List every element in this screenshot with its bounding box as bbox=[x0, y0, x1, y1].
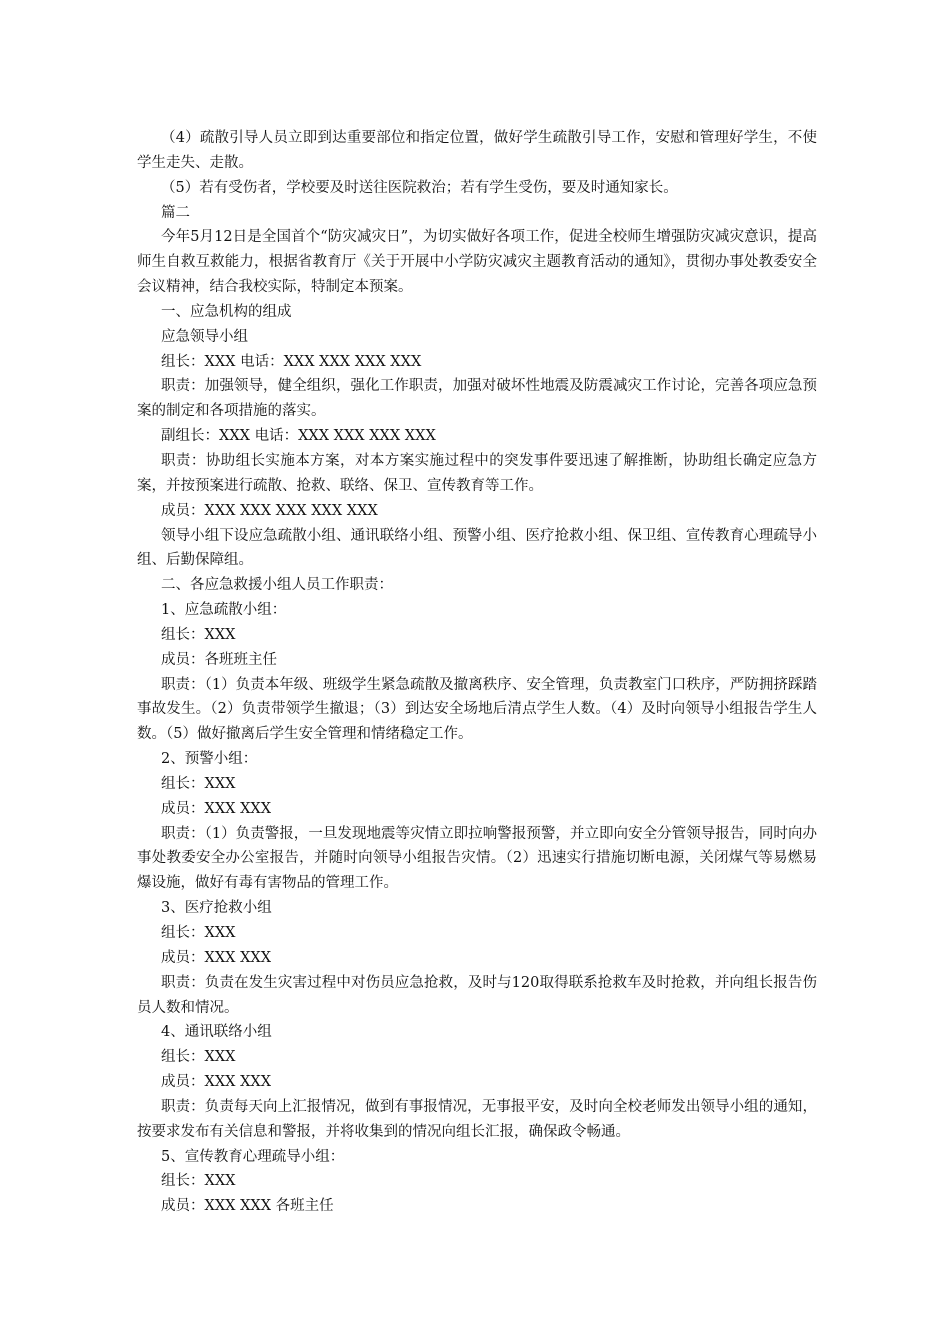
paragraph: 职责：（1）负责本年级、班级学生紧急疏散及撤离秩序、安全管理，负责教室门口秩序，严防拥挤踩踏事故发生。（2）负责带领学生撤退；（3）到达安全场地后清点学生人数。（4）及时向领导小组报告学生人数。（5）做好撤离后学生安全管理和情绪稳定工作。 bbox=[137, 676, 817, 743]
paragraph: 应急领导小组 bbox=[161, 328, 248, 345]
paragraph: 职责：加强领导，健全组织，强化工作职责，加强对破坏性地震及防震减灾工作讨论，完善各项应急预案的制定和各项措施的落实。 bbox=[137, 378, 817, 420]
paragraph: 成员：XXX XXX bbox=[161, 1074, 272, 1091]
paragraph: 1、应急疏散小组： bbox=[161, 602, 287, 619]
document-body bbox=[137, 126, 817, 1219]
paragraph: 职责：负责在发生灾害过程中对伤员应急抢救，及时与120取得联系抢救车及时抢救，并向组长报告伤员人数和情况。 bbox=[137, 974, 817, 1016]
paragraph: 职责：协助组长实施本方案，对本方案实施过程中的突发事件要迅速了解推断，协助组长确定应急方案，并按预案进行疏散、抢救、联络、保卫、宣传教育等工作。 bbox=[137, 452, 817, 494]
paragraph: 组长：XXX bbox=[161, 925, 236, 941]
paragraph: （4）疏散引导人员立即到达重要部位和指定位置，做好学生疏散引导工作，安慰和管理好学生，不使学生走失、走散。 bbox=[137, 130, 817, 171]
paragraph: 4、通讯联络小组 bbox=[161, 1024, 272, 1041]
section-heading: 篇二 bbox=[161, 204, 190, 221]
paragraph: 副组长：XXX 电话：XXX XXX XXX XXX bbox=[161, 428, 436, 445]
paragraph: 3、医疗抢救小组 bbox=[161, 900, 272, 917]
section-heading: 一、应急机构的组成 bbox=[161, 303, 292, 320]
paragraph: 领导小组下设应急疏散小组、通讯联络小组、预警小组、医疗抢救小组、保卫组、宣传教育心理疏导小组、后勤保障组。 bbox=[137, 527, 817, 569]
paragraph: 组长：XXX bbox=[161, 1049, 236, 1066]
paragraph: 5、宣传教育心理疏导小组： bbox=[161, 1148, 345, 1165]
paragraph: （5）若有受伤者，学校要及时送往医院救治；若有学生受伤，要及时通知家长。 bbox=[161, 179, 678, 196]
paragraph: 职责：负责每天向上汇报情况，做到有事报情况，无事报平安，及时向全校老师发出领导小组的通知，按要求发布有关信息和警报，并将收集到的情况向组长汇报，确保政令畅通。 bbox=[137, 1098, 817, 1140]
paragraph: 组长：XXX bbox=[161, 626, 236, 643]
paragraph: 组长：XXX bbox=[161, 775, 236, 792]
paragraph: 成员：XXX XXX 各班主任 bbox=[161, 1198, 334, 1215]
paragraph: 成员：XXX XXX XXX XXX XXX bbox=[161, 502, 378, 519]
paragraph: 成员：XXX XXX bbox=[161, 800, 272, 817]
paragraph: 2、预警小组： bbox=[161, 751, 258, 768]
paragraph: 组长：XXX 电话：XXX XXX XXX XXX bbox=[161, 353, 422, 370]
section-heading: 二、各应急救援小组人员工作职责： bbox=[161, 577, 393, 594]
paragraph: 成员：XXX XXX bbox=[161, 949, 272, 966]
paragraph: 组长：XXX bbox=[161, 1173, 236, 1190]
paragraph: 今年5月12日是全国首个“防灾减灾日”，为切实做好各项工作，促进全校师生增强防灾减灾意识，提高师生自救互救能力，根据省教育厅《关于开展中小学防灾减灾主题教育活动的通知》，贯彻办事处教委安全会议精神，结合我校实际，特制定本预案。 bbox=[137, 229, 817, 296]
paragraph: 成员：各班班主任 bbox=[161, 651, 277, 668]
paragraph: 职责：（1）负责警报，一旦发现地震等灾情立即拉响警报预警，并立即向安全分管领导报告，同时向办事处教委安全办公室报告，并随时向领导小组报告灾情。（2）迅速实行措施切断电源，关闭煤气等易燃易爆设施，做好有毒有害物品的管理工作。 bbox=[137, 825, 817, 892]
